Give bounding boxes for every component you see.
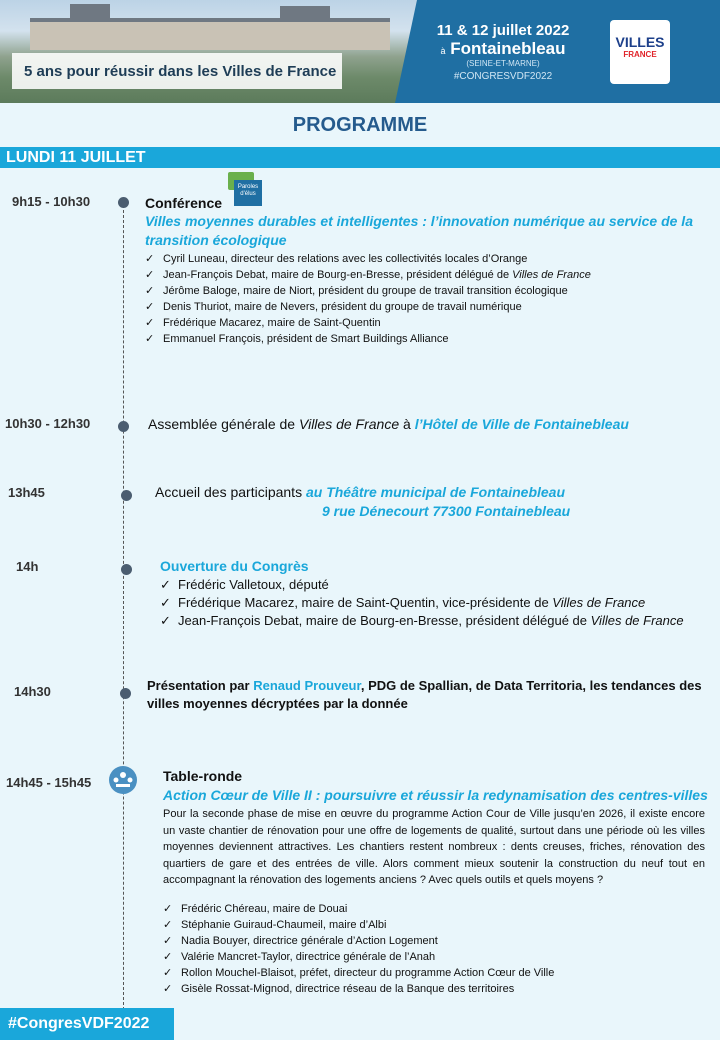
paroles-d-elus-badge-icon <box>226 172 262 208</box>
speaker-item: ✓ Rollon Mouchel-Blaisot, préfet, directeur du programme Action Cœur de Ville <box>163 965 708 981</box>
session6-description: Pour la seconde phase de mise en œuvre du programme Action Cour de Ville jusqu’en 2026, il existe encore un vaste chantier de rénovation pour une offre de logements de qualité, surtout dans une période où les villes moyennes deviennent attractives. Les chantiers restent nombreux : dents creuses, friches, rénovation des quartiers de gare et des entrées de ville. Alors comment mieux soutenir la construction du neuf tout en accompagnant la rénovation des logements anciens ? Avec quels outils et quels moyens ? <box>163 808 705 886</box>
event-city: Fontainebleau <box>450 39 566 58</box>
session6-time: 14h45 - 15h45 <box>6 775 92 790</box>
session5-text: Présentation par Renaud Prouveur, PDG de Spallian, de Data Territoria, les tendances des villes moyennes décryptées par la donnée <box>147 678 702 711</box>
session1-kind: Conférence <box>145 195 223 211</box>
day-header: LUNDI 11 JUILLET <box>0 147 720 168</box>
session5-time: 14h30 <box>14 684 51 699</box>
timeline-dot <box>118 421 129 432</box>
speaker-item: ✓ Jean-François Debat, maire de Bourg-en-Bresse, président délégué de Villes de France <box>160 612 710 630</box>
speaker-item: ✓ Emmanuel François, président de Smart Buildings Alliance <box>145 331 715 347</box>
speaker-item: ✓ Denis Thuriot, maire de Nevers, président du groupe de travail numérique <box>145 299 715 315</box>
session2-time: 10h30 - 12h30 <box>5 416 91 431</box>
event-hashtag: #CONGRESVDF2022 <box>453 71 553 82</box>
page-title: PROGRAMME <box>292 114 428 136</box>
session6-kind: Table-ronde <box>163 768 243 784</box>
timeline-dot <box>120 688 131 699</box>
speaker-item: ✓ Frédérique Macarez, maire de Saint-Quentin <box>145 315 715 331</box>
speaker-item: ✓ Gisèle Rossat-Mignod, directrice réseau de la Banque des territoires <box>163 981 708 997</box>
session6-title: Action Cœur de Ville II : poursuivre et réussir la redynamisation des centres-villes <box>163 787 708 803</box>
timeline-dot <box>121 564 132 575</box>
speaker-item: ✓ Nadia Bouyer, directrice générale d’Action Logement <box>163 933 708 949</box>
speaker-item: ✓ Valérie Mancret-Taylor, directrice générale de l’Anah <box>163 949 708 965</box>
speaker-item: ✓ Frédérique Macarez, maire de Saint-Quentin, vice-présidente de Villes de France <box>160 594 710 612</box>
speaker-item: ✓ Frédéric Valletoux, député <box>160 576 710 594</box>
session2-place: l’Hôtel de Ville de Fontainebleau <box>414 416 629 432</box>
session1-title: Villes moyennes durables et intelligentes : l’innovation numérique au service de la transition écologique <box>145 213 693 248</box>
footer-hashtag: #CongresVDF2022 <box>0 1008 174 1040</box>
round-table-icon <box>109 766 137 794</box>
session5-presenter: Renaud Prouveur <box>253 678 361 693</box>
speaker-item: ✓ Stéphanie Guiraud-Chaumeil, maire d’Albi <box>163 917 708 933</box>
session3-time: 13h45 <box>8 485 45 500</box>
speaker-item: ✓ Cyril Luneau, directeur des relations avec les collectivités locales d’Orange <box>145 251 715 267</box>
session3-address: 9 rue Dénecourt 77300 Fontainebleau <box>322 503 571 519</box>
villes-de-france-logo <box>610 20 670 84</box>
timeline-dot <box>118 197 129 208</box>
timeline-dot <box>121 490 132 501</box>
session1-time: 9h15 - 10h30 <box>12 194 91 209</box>
event-info <box>418 22 588 82</box>
session6-speakers <box>163 901 708 997</box>
badge-label: Paroles d'élus <box>234 180 262 206</box>
session2-text: Assemblée générale de Villes de France à l’Hôtel de Ville de Fontainebleau <box>148 416 629 432</box>
castle-illustration <box>30 18 390 50</box>
header <box>0 0 720 103</box>
timeline-line <box>123 200 124 1010</box>
speaker-item: ✓ Jean-François Debat, maire de Bourg-en-Bresse, président délégué de Villes de France <box>145 267 715 283</box>
speaker-item: ✓ Jérôme Baloge, maire de Niort, président du groupe de travail transition écologique <box>145 283 715 299</box>
chateau-photo <box>0 0 420 103</box>
event-region: (SEINE-ET-MARNE) <box>466 59 540 68</box>
slogan: 5 ans pour réussir dans les Villes de France <box>24 62 337 80</box>
session4-speakers <box>160 576 710 630</box>
session1-speakers <box>145 251 715 347</box>
session3-text: Accueil des participants au Théâtre municipal de Fontainebleau <box>155 484 566 500</box>
session4-title: Ouverture du Congrès <box>160 558 309 574</box>
session4-time: 14h <box>16 559 39 574</box>
event-a: à <box>440 46 446 56</box>
session3-place: au Théâtre municipal de Fontainebleau <box>305 484 566 500</box>
speaker-item: ✓ Frédéric Chéreau, maire de Douai <box>163 901 708 917</box>
slogan-banner <box>12 53 342 89</box>
logo-text-top: VILLES <box>615 34 665 50</box>
event-dates: 11 & 12 juillet 2022 <box>436 22 570 39</box>
logo-text-bottom: FRANCE <box>623 50 657 59</box>
